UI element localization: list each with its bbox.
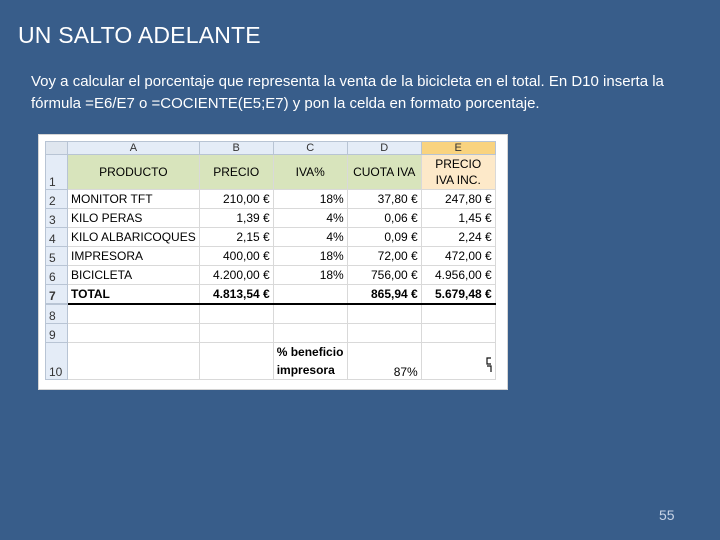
- empty-cell[interactable]: [199, 304, 273, 324]
- column-header-a[interactable]: A: [68, 142, 200, 155]
- column-header-b[interactable]: B: [199, 142, 273, 155]
- cell-price[interactable]: 1,39 €: [199, 209, 273, 228]
- empty-cell[interactable]: [347, 324, 421, 343]
- empty-cell[interactable]: [199, 343, 273, 380]
- cell-price[interactable]: 210,00 €: [199, 190, 273, 209]
- row-header[interactable]: 4: [46, 228, 68, 247]
- cell-total-iva-pct[interactable]: [273, 285, 347, 305]
- table-row: [46, 343, 496, 380]
- row-header[interactable]: 6: [46, 266, 68, 285]
- empty-cell[interactable]: [273, 324, 347, 343]
- empty-cell[interactable]: [347, 304, 421, 324]
- cell-price-iva-inc[interactable]: 4.956,00 €: [421, 266, 495, 285]
- header-cell-iva-pct[interactable]: IVA%: [273, 155, 347, 190]
- cell-total-price-iva-inc[interactable]: 5.679,48 €: [421, 285, 495, 305]
- row-header[interactable]: 9: [46, 324, 68, 343]
- cell-beneficio-label[interactable]: % beneficio impresora: [273, 343, 347, 380]
- cell-price-iva-inc[interactable]: 247,80 €: [421, 190, 495, 209]
- cell-price-iva-inc[interactable]: 2,24 €: [421, 228, 495, 247]
- cell-beneficio-value[interactable]: 87%: [347, 343, 421, 380]
- cell-cuota-iva[interactable]: 0,09 €: [347, 228, 421, 247]
- table-row: [46, 266, 496, 285]
- row-header[interactable]: 5: [46, 247, 68, 266]
- row-header[interactable]: 2: [46, 190, 68, 209]
- table-row: [46, 304, 496, 324]
- spreadsheet-grid: [45, 141, 496, 380]
- select-all-corner[interactable]: [46, 142, 68, 155]
- empty-cell[interactable]: [68, 343, 200, 380]
- cell-product[interactable]: KILO ALBARICOQUES: [68, 228, 200, 247]
- spreadsheet-screenshot: [38, 134, 508, 390]
- cell-cuota-iva[interactable]: 756,00 €: [347, 266, 421, 285]
- empty-cell[interactable]: [199, 324, 273, 343]
- cell-cuota-iva[interactable]: 72,00 €: [347, 247, 421, 266]
- cell-product[interactable]: KILO PERAS: [68, 209, 200, 228]
- column-header-d[interactable]: D: [347, 142, 421, 155]
- cell-product[interactable]: MONITOR TFT: [68, 190, 200, 209]
- cell-price[interactable]: 2,15 €: [199, 228, 273, 247]
- slide-body-text: Voy a calcular el porcentaje que representa la venta de la bicicleta en el total. En D10 inserta la fórmula =E6/E7 o =COCIENTE(E5;E7) y pon la celda en formato porcentaje.: [31, 73, 664, 112]
- table-row: [46, 324, 496, 343]
- empty-cell[interactable]: [68, 324, 200, 343]
- cell-cursor-icon: [485, 357, 493, 373]
- header-cell-precio[interactable]: PRECIO: [199, 155, 273, 190]
- cell-iva-pct[interactable]: 4%: [273, 228, 347, 247]
- cell-price-iva-inc[interactable]: 472,00 €: [421, 247, 495, 266]
- row-header[interactable]: 1: [46, 155, 68, 190]
- cell-iva-pct[interactable]: 18%: [273, 266, 347, 285]
- table-row: [46, 228, 496, 247]
- header-cell-precio-iva-inc[interactable]: PRECIO IVA INC.: [421, 155, 495, 190]
- page-number: 55: [659, 507, 675, 523]
- cell-price[interactable]: 400,00 €: [199, 247, 273, 266]
- row-header[interactable]: 3: [46, 209, 68, 228]
- cell-price-iva-inc[interactable]: 1,45 €: [421, 209, 495, 228]
- cell-total-cuota-iva[interactable]: 865,94 €: [347, 285, 421, 305]
- header-cell-producto[interactable]: PRODUCTO: [68, 155, 200, 190]
- table-header-row: [46, 155, 496, 190]
- column-header-c[interactable]: C: [273, 142, 347, 155]
- empty-cell[interactable]: [421, 304, 495, 324]
- column-header-e[interactable]: E: [421, 142, 495, 155]
- cell-product[interactable]: BICICLETA: [68, 266, 200, 285]
- cell-iva-pct[interactable]: 18%: [273, 190, 347, 209]
- cell-cuota-iva[interactable]: 37,80 €: [347, 190, 421, 209]
- row-header[interactable]: 7: [46, 285, 68, 305]
- empty-cell[interactable]: [273, 304, 347, 324]
- slide-title: UN SALTO ADELANTE: [18, 22, 261, 48]
- cell-cuota-iva[interactable]: 0,06 €: [347, 209, 421, 228]
- cell-total-label[interactable]: TOTAL: [68, 285, 200, 305]
- cell-iva-pct[interactable]: 4%: [273, 209, 347, 228]
- cell-iva-pct[interactable]: 18%: [273, 247, 347, 266]
- table-row: [46, 247, 496, 266]
- cell-product[interactable]: IMPRESORA: [68, 247, 200, 266]
- table-row: [46, 190, 496, 209]
- table-row: [46, 209, 496, 228]
- row-header[interactable]: 8: [46, 304, 68, 324]
- cell-price[interactable]: 4.200,00 €: [199, 266, 273, 285]
- row-header[interactable]: 10: [46, 343, 68, 380]
- empty-cell[interactable]: [68, 304, 200, 324]
- header-cell-cuota-iva[interactable]: CUOTA IVA: [347, 155, 421, 190]
- empty-cell[interactable]: [421, 324, 495, 343]
- total-row: [46, 285, 496, 305]
- cell-total-price[interactable]: 4.813,54 €: [199, 285, 273, 305]
